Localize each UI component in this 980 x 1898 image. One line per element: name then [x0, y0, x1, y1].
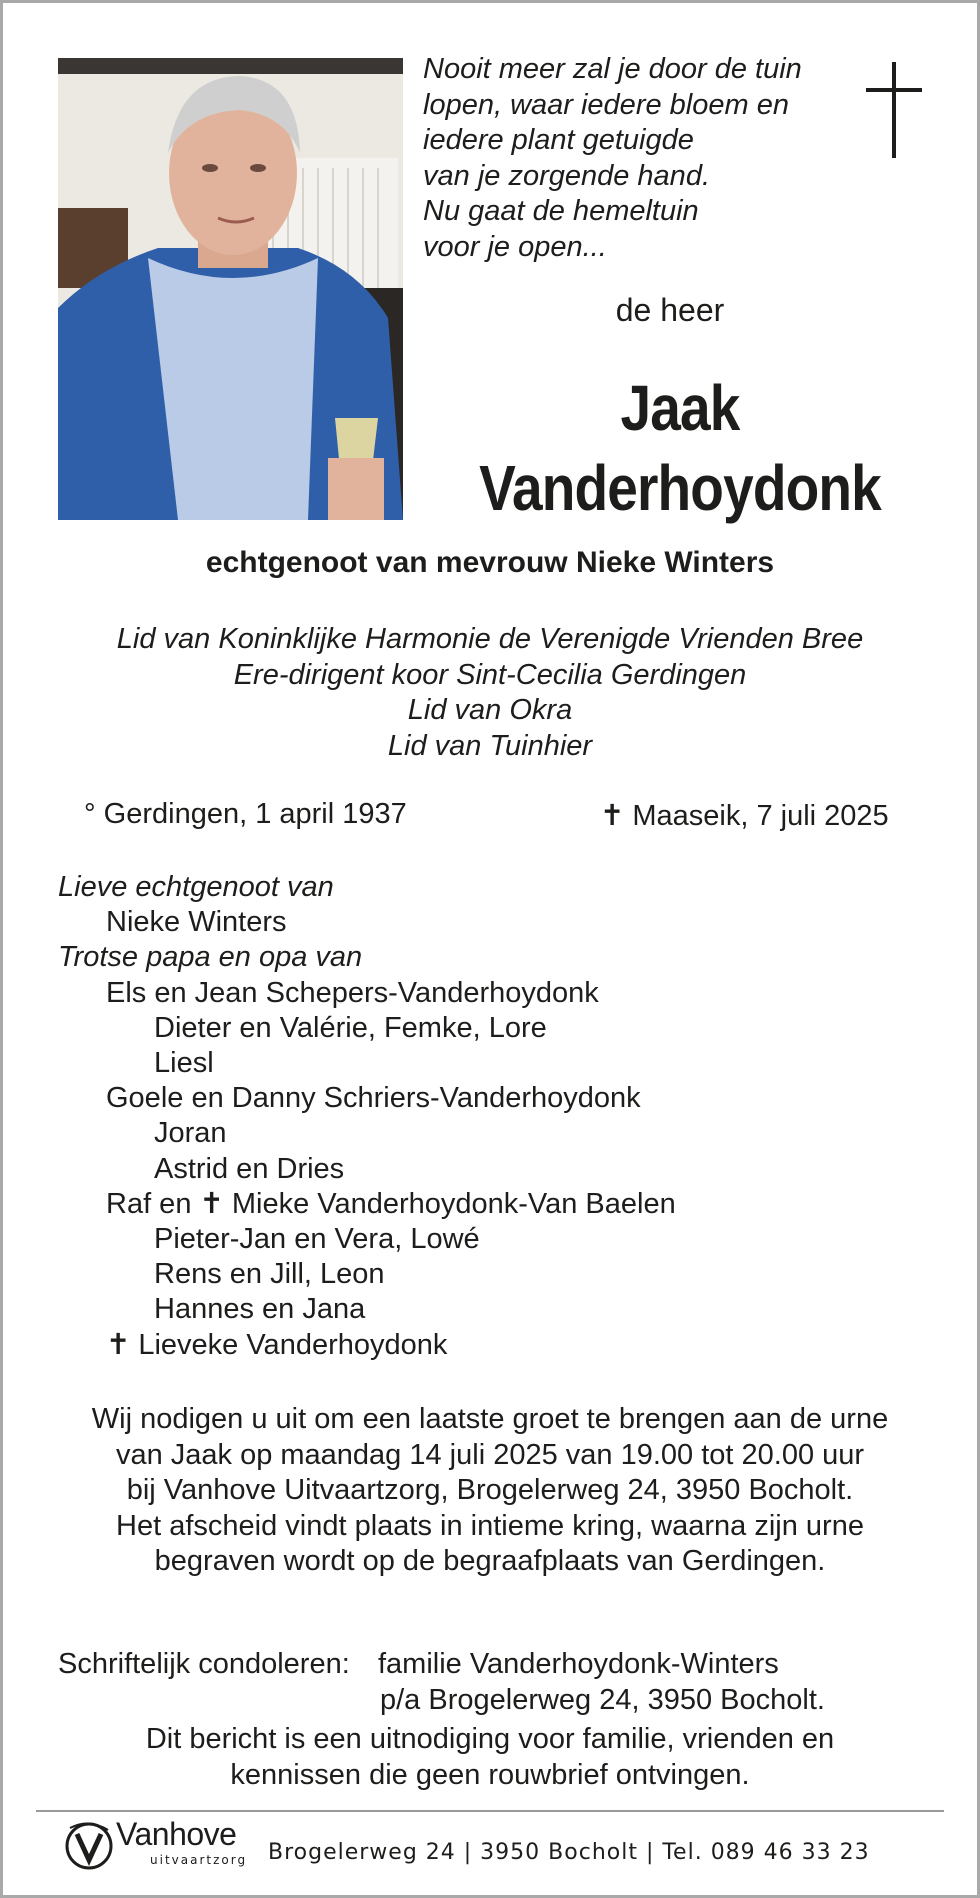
membership-line: Lid van Tuinhier [387, 729, 593, 762]
family-member: Els en Jean Schepers-Vanderhoydonk [106, 976, 599, 1009]
family-member: Joran [154, 1117, 227, 1150]
invitation-line: van Jaak op maandag 14 juli 2025 van 19.00 tot 20.00 uur [115, 1438, 865, 1471]
family-member: Hannes en Jana [154, 1293, 366, 1326]
invitation-line: Het afscheid vindt plaats in intieme kring, waarna zijn urne [116, 1509, 864, 1542]
family-member: Liesl [154, 1047, 214, 1080]
notice-line: kennissen die geen rouwbrief ontvingen. [230, 1758, 750, 1791]
membership-line: Ere-dirigent koor Sint-Cecilia Gerdingen [233, 658, 747, 691]
portrait-illustration [58, 58, 403, 520]
vanhove-logo-icon [62, 1820, 118, 1872]
family-member: Astrid en Dries [154, 1152, 345, 1185]
memberships [0, 622, 980, 764]
cross-icon [866, 62, 922, 158]
family-member: Raf en ✝ Mieke Vanderhoydonk-Van Baelen [106, 1187, 676, 1220]
poem-line: voor je open... [423, 230, 607, 263]
family-member: ✝ Lieveke Vanderhoydonk [106, 1328, 448, 1361]
deceased-name [465, 368, 895, 528]
family-member: Rens en Jill, Leon [154, 1258, 385, 1291]
poem-line: Nooit meer zal je door de tuin [423, 53, 802, 85]
spouse-line: echtgenoot van mevrouw Nieke Winters [205, 546, 775, 579]
logo-subtitle: uitvaartzorg [150, 1853, 248, 1867]
last-name: Vanderhoydonk [479, 452, 881, 524]
family-member: Goele en Danny Schriers-Vanderhoydonk [106, 1082, 641, 1115]
family-heading: Lieve echtgenoot van [58, 871, 334, 903]
family-member: Pieter-Jan en Vera, Lowé [154, 1223, 480, 1256]
invitation-line: begraven wordt op de begraafplaats van Gerdingen. [154, 1545, 826, 1577]
condolence-name: familie Vanderhoydonk-Winters [378, 1648, 779, 1680]
honorific: de heer [615, 292, 725, 328]
poem [423, 52, 843, 265]
invitation-line: Wij nodigen u uit om een laatste groet te brengen aan de urne [91, 1403, 889, 1435]
membership-line: Lid van Koninklijke Harmonie de Verenigde Vrienden Bree [116, 623, 864, 655]
footer-divider [36, 1810, 944, 1812]
family-member: Dieter en Valérie, Femke, Lore [154, 1011, 547, 1044]
footer-contact: Brogelerweg 24 | 3950 Bocholt | Tel. 089 46 33 23 [268, 1840, 870, 1865]
notice [0, 1722, 980, 1793]
family-list [58, 870, 676, 1363]
notice-line: Dit bericht is een uitnodiging voor familie, vrienden en [145, 1723, 835, 1755]
family-member: Nieke Winters [106, 906, 287, 939]
death-date: ✝ Maaseik, 7 juli 2025 [600, 800, 889, 832]
portrait-photo [58, 58, 403, 520]
poem-line: Nu gaat de hemeltuin [423, 195, 699, 227]
first-name: Jaak [620, 372, 740, 444]
membership-line: Lid van Okra [407, 694, 573, 726]
poem-line: iedere plant getuigde [423, 124, 694, 156]
birth-date: ° Gerdingen, 1 april 1937 [84, 798, 407, 830]
logo-name: Vanhove [116, 1816, 237, 1852]
condolence-label: Schriftelijk condoleren: [58, 1648, 350, 1680]
invitation-line: bij Vanhove Uitvaartzorg, Brogelerweg 24, 3950 Bocholt. [126, 1474, 854, 1506]
poem-line: van je zorgende hand. [423, 159, 710, 192]
invitation [0, 1402, 980, 1580]
poem-line: lopen, waar iedere bloem en [423, 88, 789, 121]
family-heading: Trotse papa en opa van [58, 941, 363, 974]
condolence-address: p/a Brogelerweg 24, 3950 Bocholt. [380, 1684, 825, 1716]
